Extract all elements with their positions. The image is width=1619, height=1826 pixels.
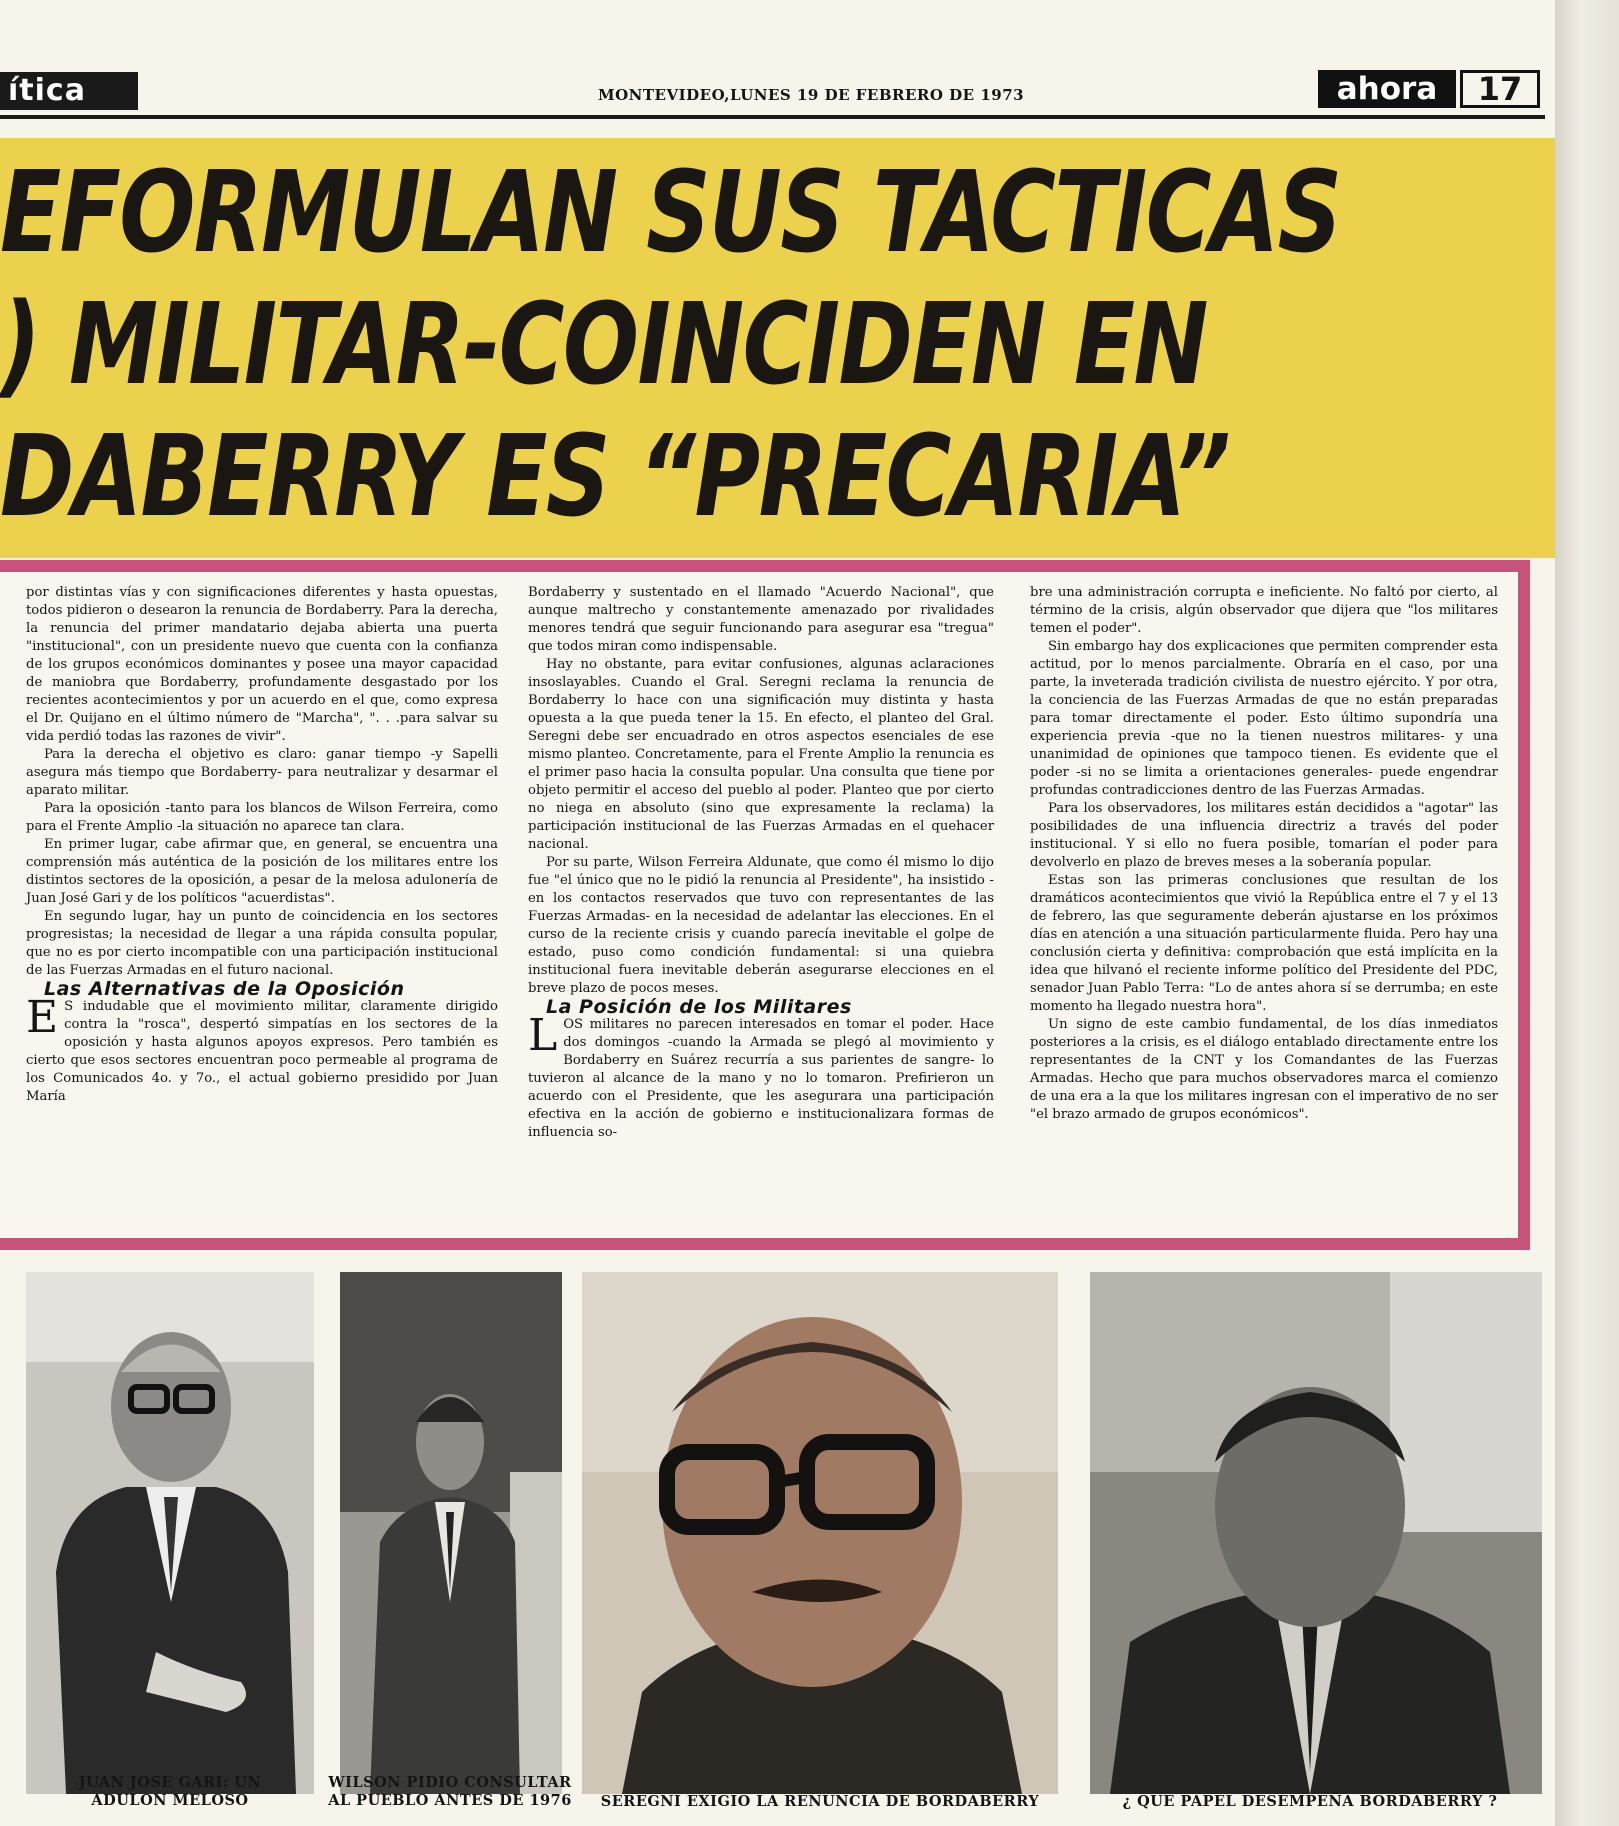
article-column-2 (528, 584, 994, 1142)
paragraph: Bordaberry y sustentado en el llamado "Acuerdo Nacional", que aunque maltrecho y constantemente amenazado por rivalidades menores tendrá que seguir funcionando para asegurar esa "tregua" que todos miran como indispensable. (528, 585, 994, 654)
paragraph: Estas son las primeras conclusiones que resultan de los dramáticos acontecimientos que vivió la República entre el 7 y el 13 de febrero, las que seguramente deberán ajustarse en los próximos días en atención a una situación particularmente fluida. Pero hay una conclusión cierta y definitiva: comprobación que está implícita en la idea que hilvanó el reciente informe político del Presidente del PDC, senador Juan Pablo Terra: "Lo de antes ahora sí se derrumba; en este momento ha llegado nuestra hora". (1030, 873, 1498, 1014)
page-gutter (1555, 0, 1619, 1826)
paragraph-text: OS militares no parecen interesados en tomar el poder. Hace dos domingos -cuando la Armada se plegó al movimiento y Bordaberry en Suárez recurría a sus parientes de sangre- lo tuvieron al alcance de la mano y no lo tomaron. Prefirieron un acuerdo con el Presidente, que les asegurara una participación efectiva en la acción de gobierno e institucionalizara formas de influencia so- (528, 1017, 994, 1140)
paragraph: Para la oposición -tanto para los blancos de Wilson Ferreira, como para el Frente Amplio -la situación no aparece tan clara. (26, 801, 498, 834)
paragraph: por distintas vías y con significaciones diferentes y hasta opuestas, todos pidieron o desearon la renuncia de Bordaberry. Para la derecha, la renuncia del primer mandatario dejaba abierta una puerta "institucional", con un presidente nuevo que cuenta con la confianza de los grupos económicos dominantes y posee una mayor capacidad de maniobra que Bordaberry, profundamente desgastado por los recientes acontecimientos y por un acuerdo en el que, como expresa el Dr. Quijano en el último número de "Marcha", ". . .para salvar su vida perdió todas las razones de vivir". (26, 585, 498, 744)
photo-seregni (582, 1272, 1058, 1794)
drop-cap: L (528, 1010, 558, 1061)
paragraph (528, 1010, 994, 1142)
paragraph: Hay no obstante, para evitar confusiones, algunas aclaraciones insoslayables. Cuando el Gral. Seregni reclama la renuncia de Bordaberry lo hace con una significación muy distinta y hasta opuesta a la que pueda tener la 15. En efecto, el planteo del Gral. Seregni debe ser encuadrado en otros aspectos esenciales de ese mismo planteo. Concretamente, para el Frente Amplio la renuncia es el primer paso hacia la consulta popular. Una consulta que tiene por objeto permitir el acceso del pueblo al poder. Planteo que por cierto no niega en absoluto (sino que expresamente la reclama) la participación institucional de las Fuerzas Armadas en el quehacer nacional. (528, 657, 994, 852)
drop-cap: E (26, 992, 59, 1043)
paragraph: Un signo de este cambio fundamental, de los días inmediatos posteriores a la crisis, es el diálogo entablado directamente entre los representantes de la CNT y los Comandantes de las Fuerzas Armadas. Hecho que para muchos observadores marca el comienzo de una era a la que los militares ingresan con el imperativo de no ser "el brazo armado de grupos económicos". (1030, 1017, 1498, 1122)
photo-caption-4: ¿ QUE PAPEL DESEMPEÑA BORDABERRY ? (1122, 1793, 1498, 1810)
page-number: 17 (1460, 70, 1540, 108)
article-column-3 (1030, 584, 1498, 1124)
paragraph: bre una administración corrupta e ineficiente. No faltó por cierto, al término de la crisis, algún observador que dijera que "los militares temen el poder". (1030, 585, 1498, 636)
headline-line-1: EFORMULAN SUS TACTICAS (0, 148, 1341, 278)
paragraph: Sin embargo hay dos explicaciones que permiten comprender esta actitud, por lo menos parcialmente. Obraría en el caso, por una parte, la inveterada tradición civilista de nuestro ejército. Y por otra, la conciencia de las Fuerzas Armadas de que no están preparadas para tomar directamente el poder. Esto último supondría una experiencia previa -que no la tienen nuestros militares- y una unanimidad de opiniones que tampoco tienen. Es evidente que el poder -si no se limita a orientaciones generales- puede engendrar profundas contradicciones dentro de las Fuerzas Armadas. (1030, 639, 1498, 798)
headline-line-3: DABERRY ES “PRECARIA” (0, 412, 1230, 542)
section-tab: ítica (0, 72, 138, 110)
photo-caption-3: SEREGNI EXIGIO LA RENUNCIA DE BORDABERRY (600, 1793, 1040, 1810)
paragraph: En primer lugar, cabe afirmar que, en general, se encuentra una comprensión más auténtica de la posición de los militares entre los distintos sectores de la oposición, a pesar de la melosa adulonería de Juan José Gari y de los políticos "acuerdistas". (26, 837, 498, 906)
article-column-1 (26, 584, 498, 1106)
photo-gari (26, 1272, 314, 1794)
photo-caption-2: WILSON PIDIO CONSULTAR AL PUEBLO ANTES DE 1976 (328, 1774, 572, 1809)
dateline: MONTEVIDEO,LUNES 19 DE FEBRERO DE 1973 (598, 86, 1025, 104)
subheading: Las Alternativas de la Oposición (44, 978, 405, 1000)
header-rule (0, 115, 1545, 119)
paragraph: Para los observadores, los militares están decididos a "agotar" las posibilidades de una influencia directriz a través del poder institucional. Y si ello no fuera posible, tomarían el poder para devolverlo en plazo de breves meses a la soberanía popular. (1030, 801, 1498, 870)
paragraph-text: S indudable que el movimiento militar, claramente dirigido contra la "rosca", despertó simpatías en los sectores de la oposición y hasta algunos apoyos expresos. Pero también es cierto que esos sectores encuentran poco permeable al programa de los Comunicados 4o. y 7o., el actual gobierno presidido por Juan María (26, 999, 498, 1104)
photo-wilson (340, 1272, 562, 1794)
photo-bordaberry (1090, 1272, 1542, 1794)
subheading: La Posición de los Militares (546, 996, 852, 1018)
paragraph: En segundo lugar, hay un punto de coincidencia en los sectores progresistas; la necesidad de llegar a una rápida consulta popular, que no es por cierto incompatible con una participación institucional de las Fuerzas Armadas en el futuro nacional. (26, 909, 498, 978)
headline-line-2: ) MILITAR-COINCIDEN EN (0, 280, 1207, 410)
masthead-logo: ahora (1318, 70, 1456, 108)
paragraph: Por su parte, Wilson Ferreira Aldunate, que como él mismo lo dijo fue "el único que no le pidió la renuncia al Presidente", ha insistido -en los contactos reservados que tuvo con representantes de las Fuerzas Armadas- en la necesidad de adelantar las elecciones. En el curso de la reciente crisis y cuando parecía inevitable el golpe de estado, puso como condición fundamental: si una quiebra institucional fuera inevitable deberán asegurarse elecciones en el breve plazo de pocos meses. (528, 855, 994, 996)
paragraph: Para la derecha el objetivo es claro: ganar tiempo -y Sapelli asegura más tiempo que Bordaberry- para neutralizar y desarmar el aparato militar. (26, 747, 498, 798)
paragraph (26, 992, 498, 1106)
photo-caption-1: JUAN JOSE GARI: UN ADULON MELOSO (78, 1774, 262, 1809)
